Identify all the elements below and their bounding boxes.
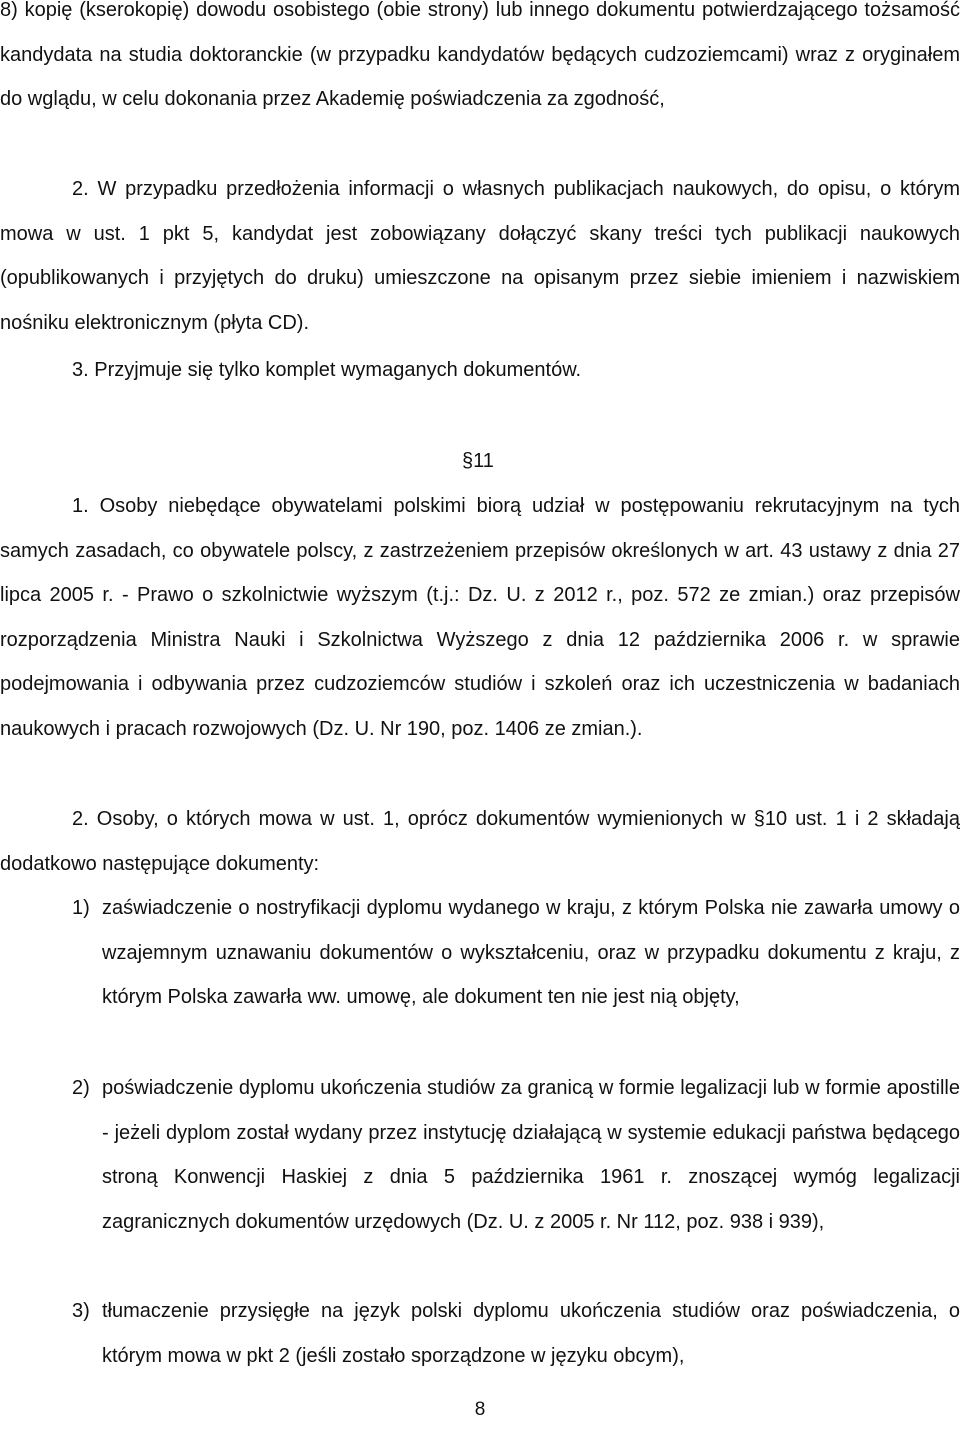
- list-item-number: 2): [72, 1077, 90, 1099]
- section-11-paragraph-1: 1. Osoby niebędące obywatelami polskimi biorą udział w postępowaniu rekrutacyjnym na tych samych zasadach, co obywatele polscy, z zastrzeżeniem przepisów określonych w art. 43 ustawy z dnia 27 lipca 2005 r. - Prawo o szkolnictwie wyższym (t.j.: Dz. U. z 2012 r., poz. 572 ze zmian.) oraz przepisów rozporządzenia Ministra Nauki i Szkolnictwa Wyższego z dnia 12 października 2006 r. w sprawie podejmowania i odbywania przez cudzoziemców studiów i szkoleń oraz ich uczestniczenia w badaniach naukowych i pracach rozwojowych (Dz. U. Nr 190, poz. 1406 ze zmian.).: [0, 495, 960, 740]
- list-item: [72, 886, 960, 1020]
- paragraph-3: 3. Przyjmuje się tylko komplet wymaganych dokumentów.: [72, 359, 582, 381]
- list-item-text: poświadczenie dyplomu ukończenia studiów za granicą w formie legalizacji lub w formie apostille - jeżeli dyplom został wydany przez instytucję działającą w systemie edukacji państwa będącego stroną Konwencji Haskiej z dnia 5 października 1961 r. znoszącej wymóg legalizacji zagranicznych dokumentów urzędowych (Dz. U. z 2005 r. Nr 112, poz. 938 i 939),: [102, 1077, 960, 1233]
- list-item: [72, 1066, 960, 1244]
- paragraph-item-8: 8) kopię (kserokopię) dowodu osobistego (obie strony) lub innego dokumentu potwierdzającego tożsamość kandydata na studia doktoranckie (w przypadku kandydatów będących cudzoziemcami) wraz z oryginałem do wglądu, w celu dokonania przez Akademię poświadczenia za zgodność,: [0, 0, 960, 111]
- paragraph-2: 2. W przypadku przedłożenia informacji o własnych publikacjach naukowych, do opisu, o którym mowa w ust. 1 pkt 5, kandydat jest zobowiązany dołączyć skany treści tych publikacji naukowych (opublikowanych i przyjętych do druku) umieszczone na opisanym przez siebie imieniem i nazwiskiem nośniku elektronicznym (płyta CD).: [0, 178, 960, 334]
- section-11-paragraph-2: 2. Osoby, o których mowa w ust. 1, oprócz dokumentów wymienionych w §10 ust. 1 i 2 składają dodatkowo następujące dokumenty:: [0, 808, 960, 875]
- list-item: [72, 1289, 960, 1378]
- list-item-text: tłumaczenie przysięgłe na język polski dyplomu ukończenia studiów oraz poświadczenia, o którym mowa w pkt 2 (jeśli zostało sporządzone w języku obcym),: [102, 1300, 960, 1367]
- list-item-number: 1): [72, 897, 90, 919]
- section-heading: §11: [462, 450, 494, 472]
- page-number: 8: [474, 1399, 486, 1420]
- list-item-text: zaświadczenie o nostryfikacji dyplomu wydanego w kraju, z którym Polska nie zawarła umowy o wzajemnym uznawaniu dokumentów o wykształceniu, oraz w przypadku dokumentu z kraju, z którym Polska zawarła ww. umowę, ale dokument ten nie jest nią objęty,: [102, 897, 960, 1009]
- list-item-number: 3): [72, 1300, 90, 1322]
